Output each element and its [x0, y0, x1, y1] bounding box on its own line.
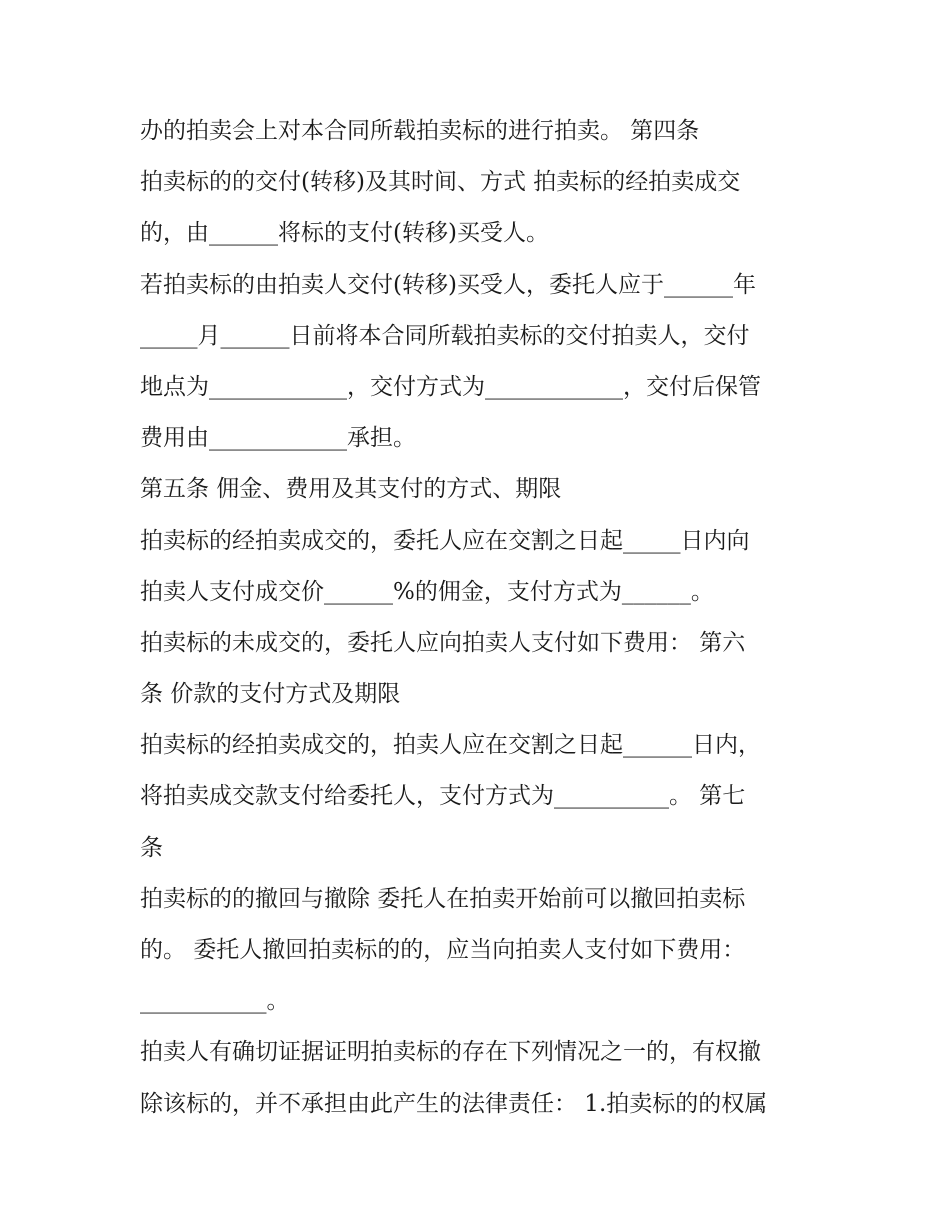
text-line: 若拍卖标的由拍卖人交付(转移)买受人，委托人应于______年	[140, 271, 756, 298]
text-line: 拍卖标的的交付(转移)及其时间、方式 拍卖标的经拍卖成交	[140, 169, 741, 196]
text-line: 除该标的，并不承担由此产生的法律责任： 1.拍卖标的的权属	[140, 1090, 768, 1117]
text-line: 拍卖标的经拍卖成交的，拍卖人应在交割之日起______日内，	[140, 732, 761, 759]
text-line: 拍卖标的的撤回与撤除 委托人在拍卖开始前可以撤回拍卖标	[140, 885, 746, 912]
text-line: 费用由____________承担。	[140, 425, 416, 452]
text-line: 拍卖人支付成交价______%的佣金，支付方式为______。	[140, 578, 714, 605]
text-line: 的。 委托人撤回拍卖标的的，应当向拍卖人支付如下费用：	[140, 937, 746, 963]
text-line: 将拍卖成交款支付给委托人，支付方式为__________。 第七	[140, 783, 746, 810]
text-line: 拍卖标的未成交的，委托人应向拍卖人支付如下费用： 第六	[140, 629, 746, 656]
text-line: 拍卖人有确切证据证明拍卖标的存在下列情况之一的，有权撤	[140, 1039, 761, 1066]
section-heading: 第五条 佣金、费用及其支付的方式、期限	[140, 476, 562, 503]
document-body	[140, 106, 820, 1130]
text-line: _____月______日前将本合同所载拍卖标的交付拍卖人，交付	[140, 322, 750, 349]
text-line: ___________。	[140, 988, 290, 1015]
text-line: 的，由______将标的支付(转移)买受人。	[140, 220, 549, 247]
text-line: 拍卖标的经拍卖成交的，委托人应在交割之日起_____日内向	[140, 527, 750, 554]
text-line: 办的拍卖会上对本合同所载拍卖标的进行拍卖。 第四条	[140, 118, 700, 144]
text-line: 条 价款的支付方式及期限	[140, 681, 401, 708]
text-line: 地点为____________，交付方式为____________，交付后保管	[140, 373, 761, 400]
text-line: 条	[140, 834, 163, 861]
